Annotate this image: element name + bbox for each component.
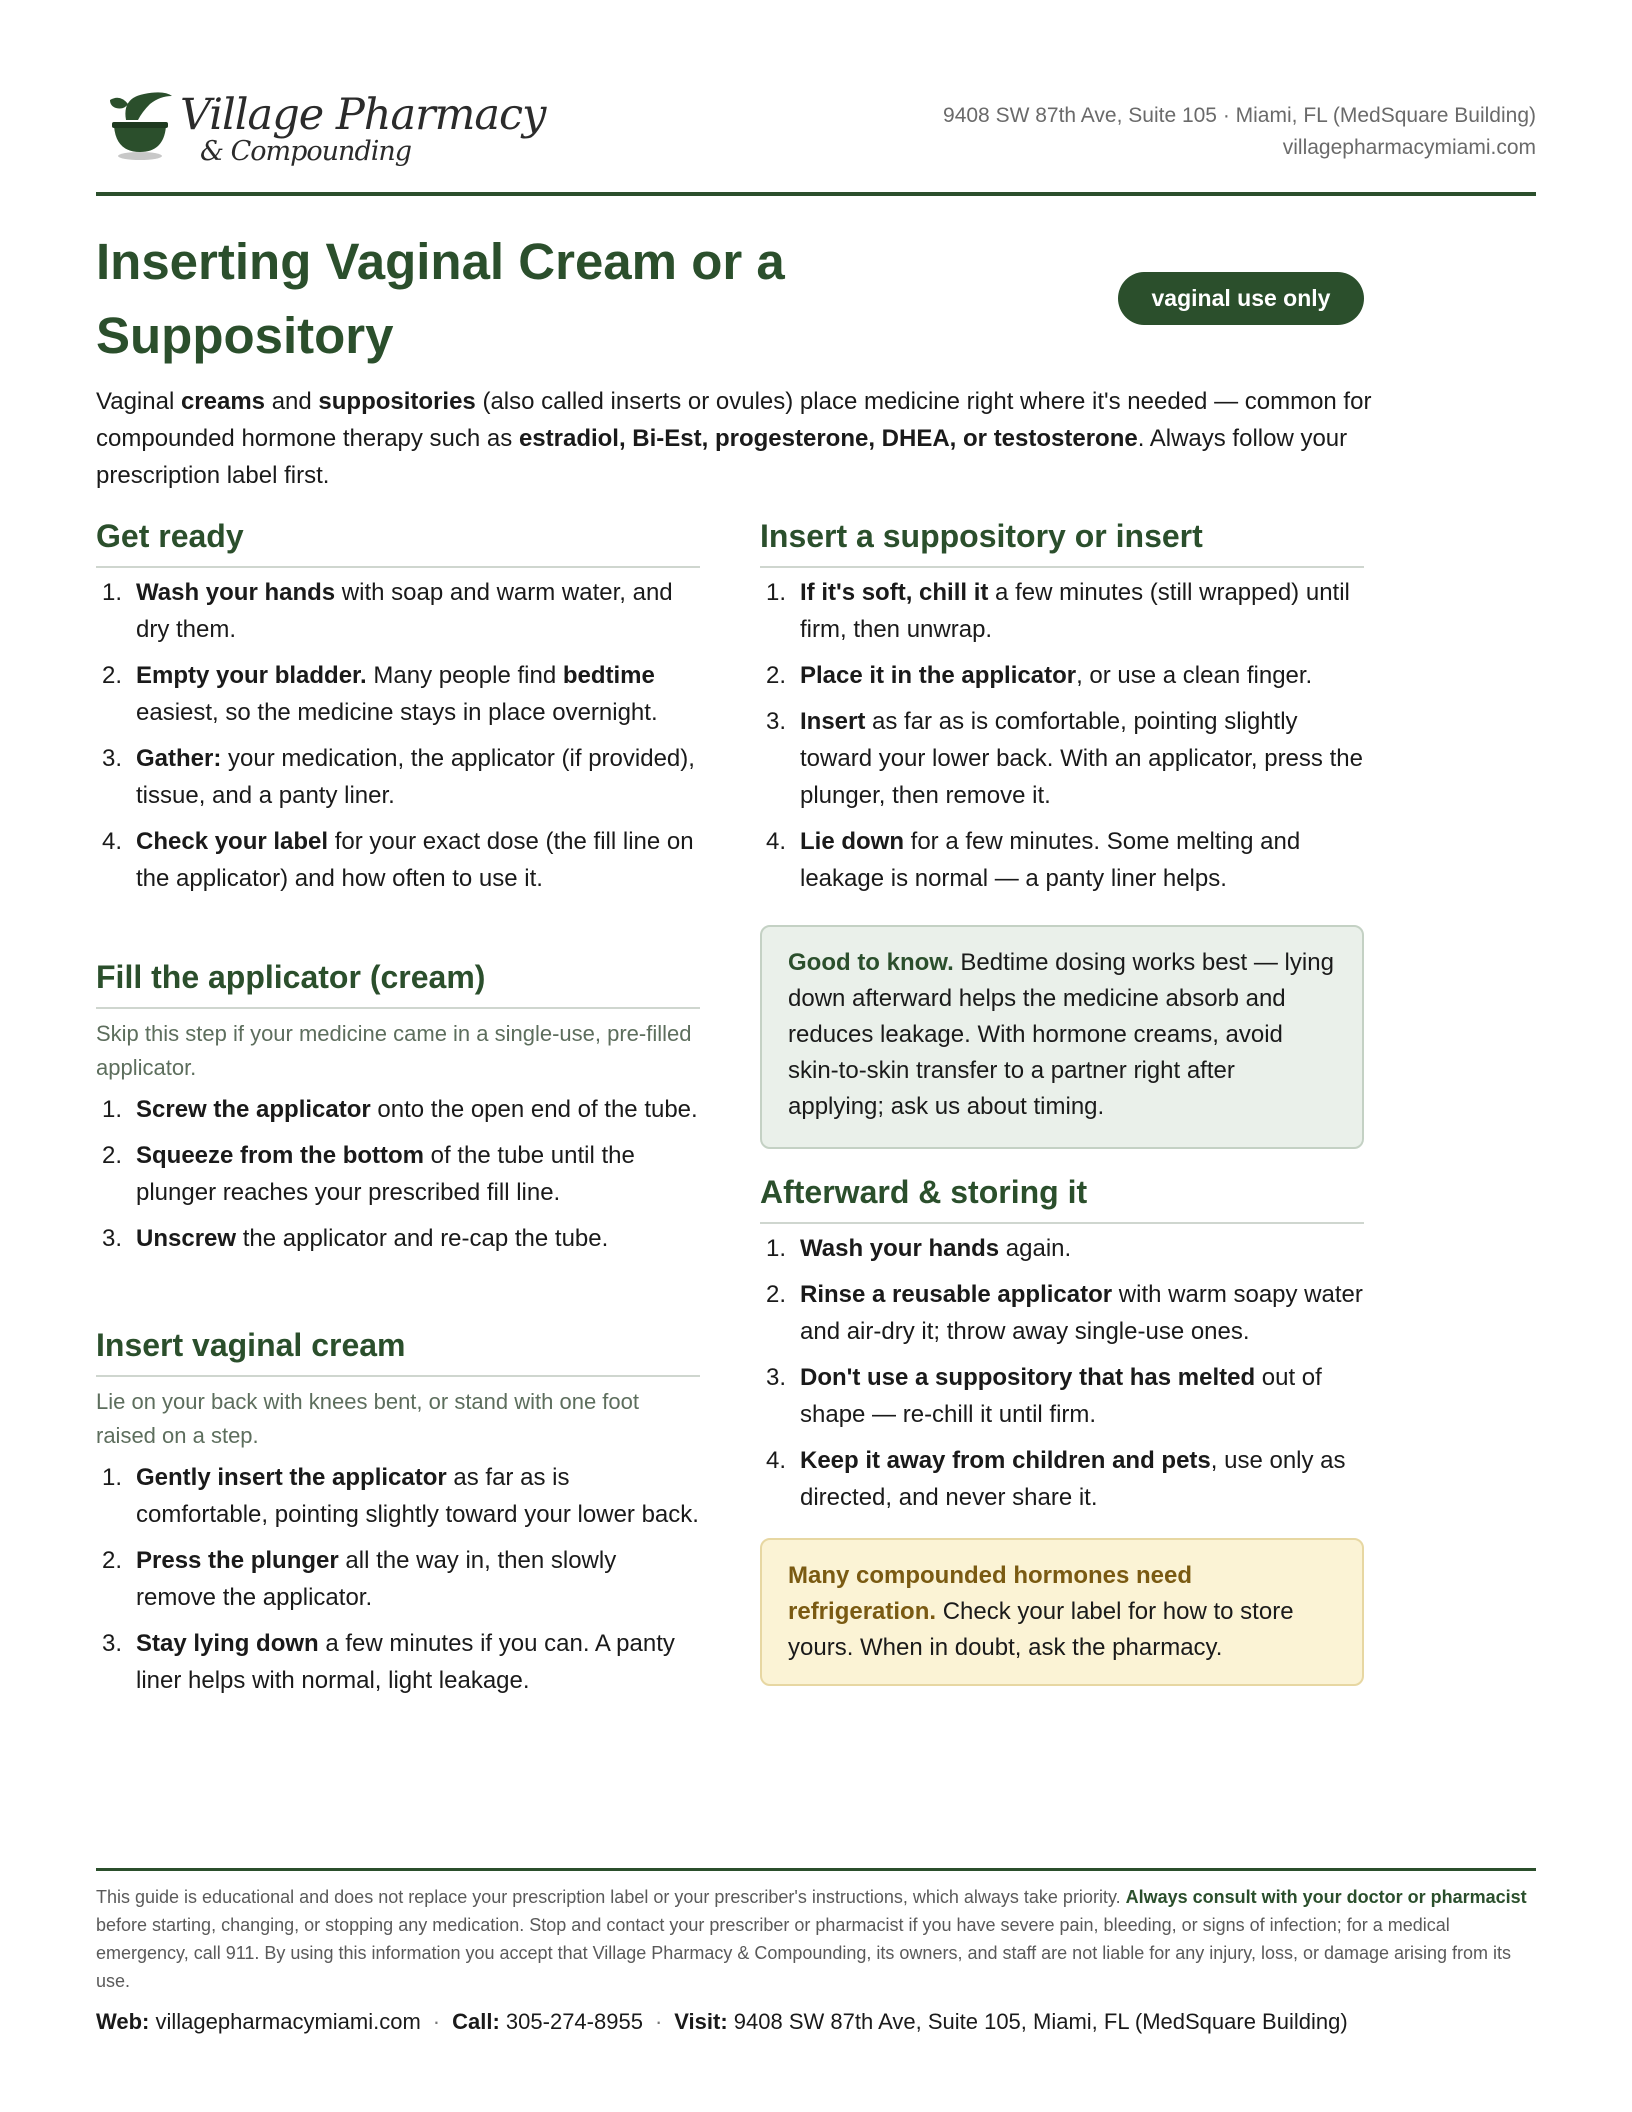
section-fill-applicator xyxy=(96,957,700,1266)
section-note: Lie on your back with knees bent, or stand with one foot raised on a step. xyxy=(96,1389,639,1448)
visit-address: 9408 SW 87th Ave, Suite 105, Miami, FL (MedSquare Building) xyxy=(727,2009,1348,2034)
visit-label: Visit: xyxy=(674,2009,728,2034)
list-item: 4. Keep it away from children and pets, use only as directed, and never share it. xyxy=(766,1447,1346,1511)
steps-list xyxy=(96,1091,700,1257)
separator: · xyxy=(432,2009,441,2034)
section-note: Skip this step if your medicine came in a single-use, pre-filled applicator. xyxy=(96,1021,692,1080)
logo-subtitle: & Compounding xyxy=(200,136,412,167)
list-item: 2. Place it in the applicator, or use a clean finger. xyxy=(766,662,1313,689)
steps-list xyxy=(760,574,1364,897)
list-item: 1. If it's soft, chill it a few minutes (still wrapped) until firm, then unwrap. xyxy=(766,579,1350,643)
list-item: 1. Wash your hands again. xyxy=(766,1235,1072,1262)
section-heading: Fill the applicator (cream) xyxy=(96,957,700,1009)
pharmacy-logo[interactable] xyxy=(104,86,546,174)
intro-bold-suppositories: suppositories xyxy=(318,388,476,415)
section-heading: Afterward & storing it xyxy=(760,1172,1364,1224)
list-item: 2. Empty your bladder. Many people find bedtime easiest, so the medicine stays in place overnight. xyxy=(102,662,658,726)
section-heading: Insert a suppository or insert xyxy=(760,516,1364,568)
section-afterward xyxy=(760,1172,1364,1525)
list-item: 3. Unscrew the applicator and re-cap the tube. xyxy=(102,1225,609,1252)
header-contact xyxy=(943,100,1536,164)
intro-text: . Always follow your prescription label first. xyxy=(96,425,1348,489)
list-item: 3. Stay lying down a few minutes if you can. A panty liner helps with normal, light leakage. xyxy=(102,1630,675,1694)
section-insert-cream xyxy=(96,1325,700,1708)
steps-list xyxy=(96,1459,700,1699)
web-label: Web: xyxy=(96,2009,150,2034)
web-link[interactable]: villagepharmacymiami.com xyxy=(149,2009,421,2034)
list-item: 3. Insert as far as is comfortable, pointing slightly toward your lower back. With an applicator, press the plunger, then remove it. xyxy=(766,708,1363,809)
refrigeration-callout: Many compounded hormones need refrigeration. Check your label for how to store yours. When in doubt, ask the pharmacy. xyxy=(760,1538,1364,1686)
intro-bold-hormones: estradiol, Bi-Est, progesterone, DHEA, or testosterone xyxy=(518,425,1138,452)
intro-paragraph xyxy=(96,383,1396,494)
intro-text: (also called inserts or ovules) place medicine right where it's needed — common for compounded hormone therapy such as xyxy=(96,388,1372,452)
list-item: 1. Wash your hands with soap and warm water, and dry them. xyxy=(102,579,673,643)
separator: · xyxy=(654,2009,663,2034)
header-website-link[interactable]: villagepharmacymiami.com xyxy=(1282,136,1536,159)
footer-contact-line xyxy=(96,2007,1536,2037)
section-insert-suppository xyxy=(760,516,1364,906)
phone-link[interactable]: 305-274-8955 xyxy=(499,2009,643,2034)
list-item: 4. Check your label for your exact dose (the fill line on the applicator) and how often to use it. xyxy=(102,828,694,892)
header xyxy=(96,80,1536,196)
list-item: 3. Don't use a suppository that has melted out of shape — re-chill it until firm. xyxy=(766,1364,1322,1428)
steps-list xyxy=(96,574,700,897)
list-item: 2. Press the plunger all the way in, then slowly remove the applicator. xyxy=(102,1547,617,1611)
list-item: 4. Lie down for a few minutes. Some melting and leakage is normal — a panty liner helps. xyxy=(766,828,1301,892)
mortar-pestle-icon xyxy=(104,86,184,166)
intro-text: Vaginal xyxy=(96,388,181,415)
list-item: 2. Rinse a reusable applicator with warm soapy water and air-dry it; throw away single-use ones. xyxy=(766,1281,1363,1345)
page-title: Inserting Vaginal Cream or a Suppository xyxy=(96,233,785,364)
list-item: 1. Screw the applicator onto the open end of the tube. xyxy=(102,1096,698,1123)
call-label: Call: xyxy=(452,2009,500,2034)
good-to-know-callout: Good to know. Bedtime dosing works best — lying down afterward helps the medicine absorb and reduces leakage. With hormone creams, avoid skin-to-skin transfer to a partner right after applying; ask us about timing. xyxy=(760,925,1364,1149)
section-heading: Insert vaginal cream xyxy=(96,1325,700,1377)
intro-bold-creams: creams xyxy=(180,388,266,415)
list-item: 2. Squeeze from the bottom of the tube until the plunger reaches your prescribed fill line. xyxy=(102,1142,635,1206)
footer xyxy=(96,1868,1536,2037)
list-item: 3. Gather: your medication, the applicator (if provided), tissue, and a panty liner. xyxy=(102,745,695,809)
section-heading: Get ready xyxy=(96,516,700,568)
list-item: 1. Gently insert the applicator as far as is comfortable, pointing slightly toward your lower back. xyxy=(102,1464,699,1528)
section-get-ready xyxy=(96,516,700,906)
usage-badge: vaginal use only xyxy=(1118,272,1364,325)
header-address: 9408 SW 87th Ave, Suite 105 · Miami, FL (MedSquare Building) xyxy=(943,104,1536,127)
steps-list xyxy=(760,1230,1364,1516)
intro-text: and xyxy=(265,388,319,415)
disclaimer: This guide is educational and does not replace your prescription label or your prescriber's instructions, which always take priority. Always consult with your doctor or pharmacist before starting, changing, or stopping any medication. Stop and contact your prescriber or pharmacist if you have severe pain, bleeding, or signs of infection; for a medical emergency, call 911. By using this information you accept that Village Pharmacy & Compounding, its owners, and staff are not liable for any injury, loss, or damage arising from its use. xyxy=(96,1887,1527,1991)
logo-name: Village Pharmacy xyxy=(180,90,546,140)
